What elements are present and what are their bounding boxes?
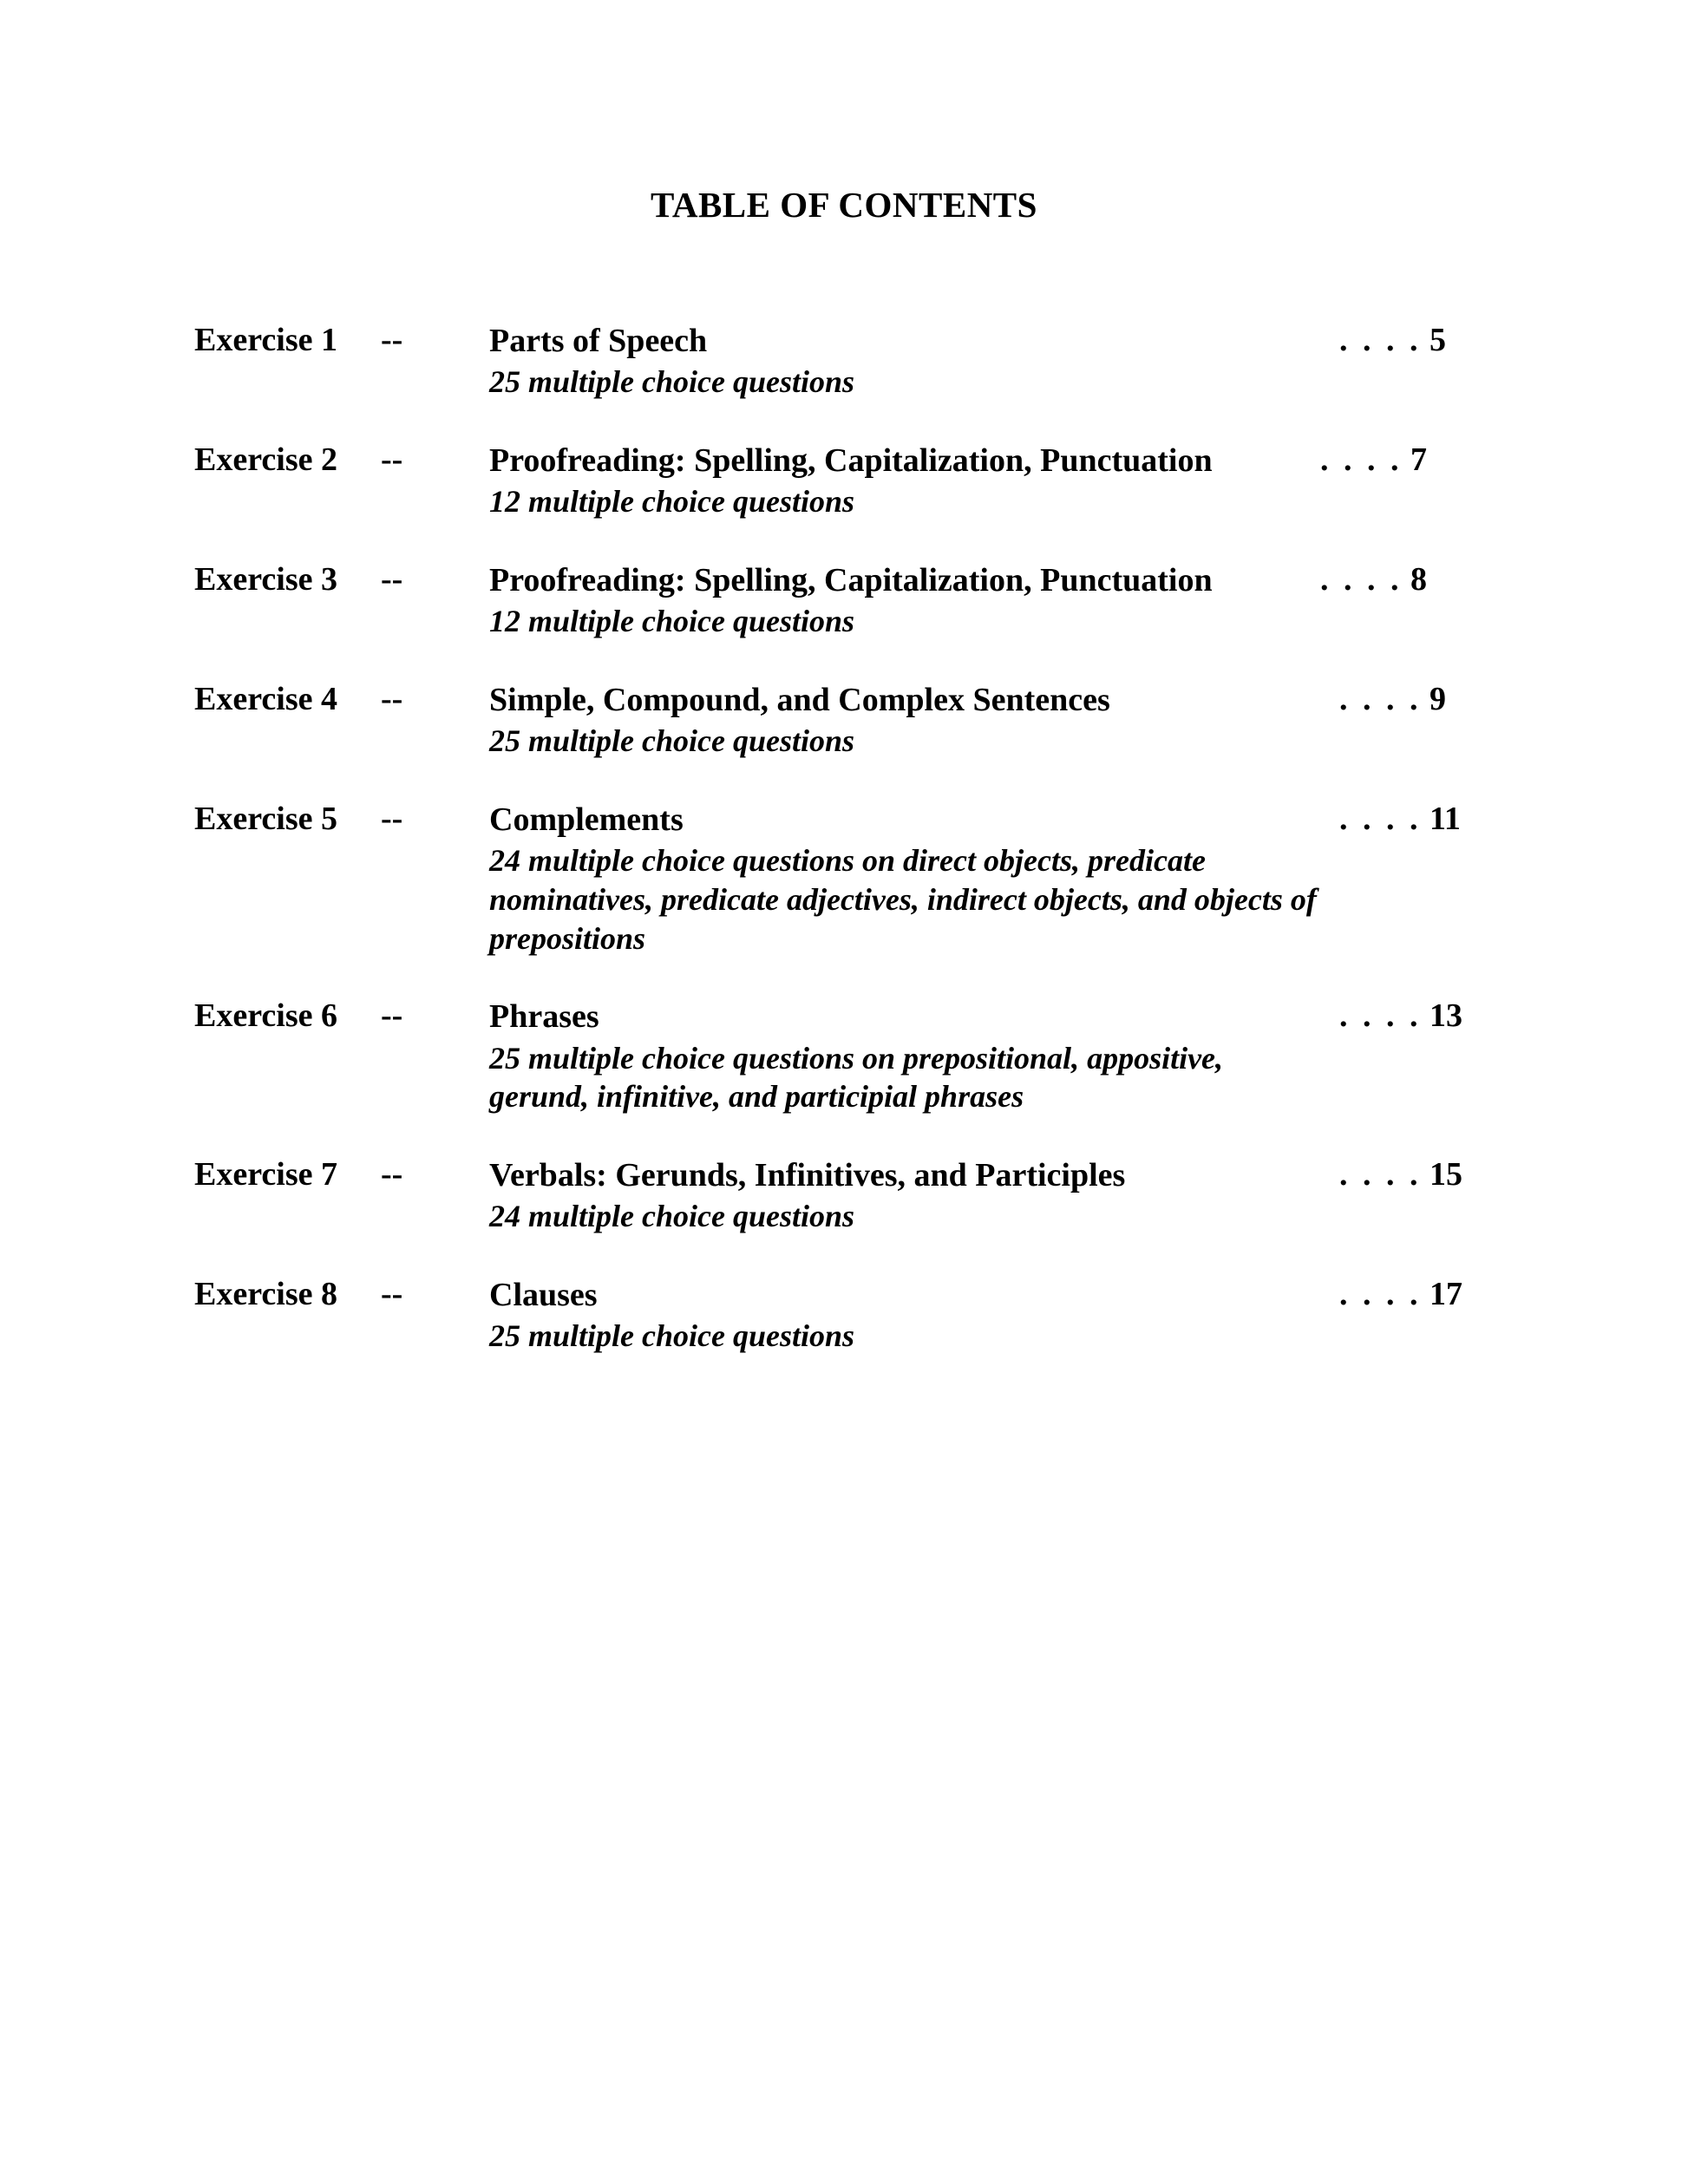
toc-entry	[194, 321, 1478, 402]
entry-subtitle: 25 multiple choice questions on prepositional, appositive, gerund, infinitive, and participial phrases	[489, 1040, 1224, 1115]
entry-title: Proofreading: Spelling, Capitalization, Punctuation	[489, 441, 1213, 479]
exercise-dash: --	[381, 322, 403, 358]
leader-dots: . . . .	[1339, 680, 1422, 717]
entry-page-number	[1324, 1155, 1478, 1193]
exercise-label: Exercise 6	[194, 997, 337, 1035]
exercise-label: Exercise 8	[194, 1275, 337, 1312]
entry-subtitle: 24 multiple choice questions	[489, 1199, 855, 1234]
toc-entry	[194, 800, 1478, 958]
entry-page-number	[1324, 800, 1478, 838]
entry-page-number	[1324, 997, 1478, 1035]
toc-entry	[194, 680, 1478, 761]
entry-title: Parts of Speech	[489, 323, 708, 359]
toc-entry	[194, 560, 1478, 641]
exercise-label: Exercise 4	[194, 680, 337, 717]
exercise-dash: --	[381, 1275, 403, 1312]
exercise-label: Exercise 7	[194, 1155, 337, 1193]
exercise-label: Exercise 3	[194, 560, 337, 598]
table-of-contents	[194, 321, 1478, 1395]
exercise-dash: --	[381, 1155, 403, 1193]
page-number: 7	[1410, 441, 1427, 478]
entry-title: Complements	[489, 801, 684, 838]
leader-dots: . . . .	[1339, 1155, 1422, 1193]
entry-title: Proofreading: Spelling, Capitalization, Punctuation	[489, 561, 1213, 598]
entry-subtitle: 25 multiple choice questions	[489, 723, 855, 759]
toc-entry	[194, 441, 1478, 521]
entry-page-number	[1305, 560, 1459, 598]
page-title: TABLE OF CONTENTS	[651, 185, 1037, 225]
toc-entry	[194, 997, 1478, 1116]
entry-title: Verbals: Gerunds, Infinitives, and Participles	[489, 1156, 1126, 1193]
leader-dots: . . . .	[1320, 560, 1403, 598]
entry-title: Clauses	[489, 1276, 598, 1313]
entry-subtitle: 24 multiple choice questions on direct objects, predicate nominatives, predicate adjectives, indirect objects, and objects of prepositions	[489, 843, 1317, 956]
exercise-label: Exercise 2	[194, 441, 337, 478]
entry-title: Phrases	[489, 998, 599, 1036]
page-number: 15	[1430, 1155, 1462, 1193]
entry-subtitle: 25 multiple choice questions	[489, 364, 855, 400]
exercise-dash: --	[381, 997, 403, 1035]
entry-page-number	[1324, 1275, 1478, 1313]
leader-dots: . . . .	[1339, 322, 1422, 358]
toc-entry	[194, 1155, 1478, 1236]
entry-title: Simple, Compound, and Complex Sentences	[489, 681, 1110, 718]
leader-dots: . . . .	[1339, 800, 1422, 837]
entry-subtitle: 12 multiple choice questions	[489, 604, 855, 639]
entry-page-number	[1324, 321, 1478, 359]
page-number: 8	[1410, 560, 1427, 598]
exercise-label: Exercise 1	[194, 322, 337, 358]
exercise-dash: --	[381, 560, 403, 598]
leader-dots: . . . .	[1339, 997, 1422, 1035]
exercise-label: Exercise 5	[194, 800, 337, 837]
page-number: 17	[1430, 1275, 1462, 1312]
exercise-dash: --	[381, 680, 403, 717]
page-number: 13	[1430, 997, 1462, 1035]
entry-subtitle: 12 multiple choice questions	[489, 484, 855, 520]
leader-dots: . . . .	[1320, 441, 1403, 478]
entry-subtitle: 25 multiple choice questions	[489, 1318, 855, 1354]
entry-page-number	[1324, 680, 1478, 718]
exercise-dash: --	[381, 441, 403, 478]
leader-dots: . . . .	[1339, 1275, 1422, 1312]
entry-page-number	[1305, 441, 1459, 479]
toc-entry	[194, 1275, 1478, 1356]
exercise-dash: --	[381, 800, 403, 837]
page-number: 9	[1430, 680, 1446, 717]
page-number: 5	[1430, 322, 1446, 358]
page-number: 11	[1430, 800, 1461, 837]
